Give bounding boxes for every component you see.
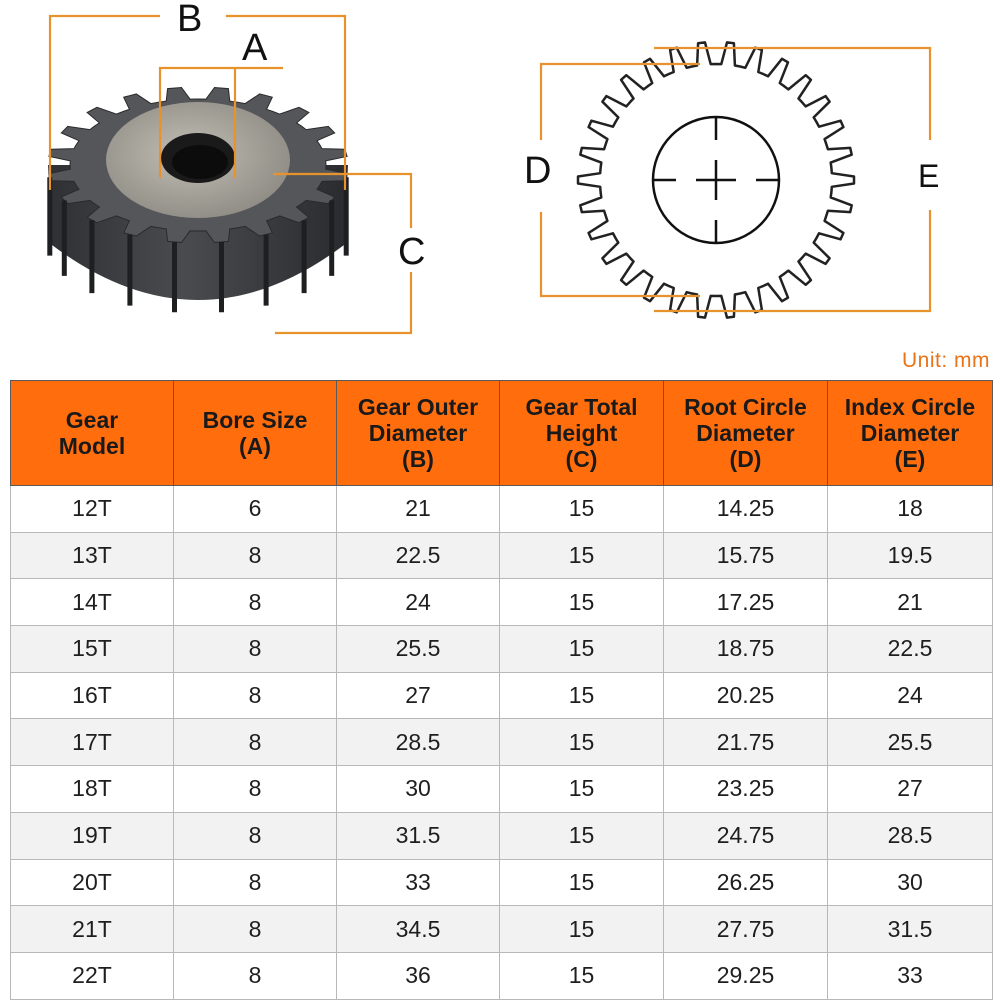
header-line: Gear Total [525, 394, 638, 420]
cell-total-height: 15 [500, 859, 664, 906]
cell-outer-diameter: 31.5 [337, 812, 500, 859]
cell-bore-size: 8 [174, 812, 337, 859]
cell-index-circle-diameter: 28.5 [828, 812, 993, 859]
header-line: Diameter [860, 420, 960, 446]
header-line: (E) [894, 446, 926, 472]
table-row [11, 486, 993, 533]
header-line: Height [545, 420, 618, 446]
dim-line-c-bottom [275, 272, 411, 333]
cell-total-height: 15 [500, 766, 664, 813]
cell-root-circle-diameter: 18.75 [664, 626, 828, 673]
cell-index-circle-diameter: 22.5 [828, 626, 993, 673]
gear-diagram [0, 0, 1000, 378]
cell-gear-model: 12T [11, 486, 174, 533]
cell-root-circle-diameter: 23.25 [664, 766, 828, 813]
cell-bore-size: 8 [174, 626, 337, 673]
unit-note: Unit: mm [902, 349, 990, 372]
cell-bore-size: 8 [174, 906, 337, 953]
cell-index-circle-diameter: 33 [828, 952, 993, 999]
header-line: Gear [65, 407, 119, 433]
cell-gear-model: 22T [11, 952, 174, 999]
cell-index-circle-diameter: 21 [828, 579, 993, 626]
cell-gear-model: 15T [11, 626, 174, 673]
cell-total-height: 15 [500, 812, 664, 859]
cell-gear-model: 20T [11, 859, 174, 906]
cell-outer-diameter: 34.5 [337, 906, 500, 953]
cell-root-circle-diameter: 20.25 [664, 672, 828, 719]
cell-bore-size: 8 [174, 766, 337, 813]
cell-gear-model: 21T [11, 906, 174, 953]
table-header-row [11, 381, 993, 486]
cell-total-height: 15 [500, 532, 664, 579]
header-line: Diameter [696, 420, 795, 446]
cell-total-height: 15 [500, 952, 664, 999]
cell-root-circle-diameter: 21.75 [664, 719, 828, 766]
cell-root-circle-diameter: 27.75 [664, 906, 828, 953]
cell-outer-diameter: 36 [337, 952, 500, 999]
header-line: Model [58, 433, 126, 459]
cell-total-height: 15 [500, 486, 664, 533]
header-line: Diameter [368, 420, 468, 446]
cell-bore-size: 6 [174, 486, 337, 533]
header-line: Bore Size [202, 407, 308, 433]
table-row [11, 719, 993, 766]
cell-gear-model: 16T [11, 672, 174, 719]
cell-outer-diameter: 27 [337, 672, 500, 719]
cell-bore-size: 8 [174, 859, 337, 906]
cell-gear-model: 14T [11, 579, 174, 626]
table-body [11, 486, 993, 1000]
cell-index-circle-diameter: 25.5 [828, 719, 993, 766]
cell-index-circle-diameter: 31.5 [828, 906, 993, 953]
header-root-circle-diameter [664, 381, 828, 486]
cell-bore-size: 8 [174, 579, 337, 626]
cell-bore-size: 8 [174, 672, 337, 719]
table-row [11, 532, 993, 579]
cell-root-circle-diameter: 17.25 [664, 579, 828, 626]
table-row [11, 626, 993, 673]
gear-3d-render [48, 88, 348, 313]
header-line: Gear Outer [357, 394, 479, 420]
header-outer-diameter [337, 381, 500, 486]
header-line: Index Circle [844, 394, 976, 420]
cell-total-height: 15 [500, 672, 664, 719]
header-index-circle-diameter [828, 381, 993, 486]
cell-gear-model: 17T [11, 719, 174, 766]
label-a: A [242, 27, 268, 69]
cell-outer-diameter: 33 [337, 859, 500, 906]
cell-index-circle-diameter: 24 [828, 672, 993, 719]
cell-root-circle-diameter: 15.75 [664, 532, 828, 579]
cell-outer-diameter: 28.5 [337, 719, 500, 766]
cell-root-circle-diameter: 14.25 [664, 486, 828, 533]
table-row [11, 672, 993, 719]
table-row [11, 579, 993, 626]
header-line: (C) [565, 446, 598, 472]
gear-spec-table [10, 380, 993, 1000]
header-line: Root Circle [684, 394, 807, 420]
header-line: (A) [239, 433, 271, 459]
dim-line-d-bottom [541, 212, 700, 296]
cell-gear-model: 18T [11, 766, 174, 813]
table-row [11, 812, 993, 859]
cell-index-circle-diameter: 19.5 [828, 532, 993, 579]
label-e: E [918, 158, 940, 194]
label-d: D [524, 150, 552, 192]
table-row [11, 766, 993, 813]
cell-outer-diameter: 24 [337, 579, 500, 626]
cell-total-height: 15 [500, 626, 664, 673]
table-row [11, 906, 993, 953]
label-c: C [398, 231, 426, 273]
table-row [11, 859, 993, 906]
cell-total-height: 15 [500, 579, 664, 626]
gear-diagram-area [0, 0, 1000, 378]
gear-bore-inner [172, 145, 228, 179]
header-gear-model [11, 381, 174, 486]
header-line: (D) [729, 446, 762, 472]
dim-line-e-top [654, 48, 930, 140]
cell-gear-model: 13T [11, 532, 174, 579]
table-row [11, 952, 993, 999]
header-bore-size [174, 381, 337, 486]
cell-index-circle-diameter: 27 [828, 766, 993, 813]
cell-outer-diameter: 25.5 [337, 626, 500, 673]
cell-outer-diameter: 22.5 [337, 532, 500, 579]
cell-outer-diameter: 21 [337, 486, 500, 533]
header-total-height [500, 381, 664, 486]
cell-gear-model: 19T [11, 812, 174, 859]
cell-root-circle-diameter: 24.75 [664, 812, 828, 859]
cell-bore-size: 8 [174, 952, 337, 999]
cell-index-circle-diameter: 18 [828, 486, 993, 533]
cell-root-circle-diameter: 29.25 [664, 952, 828, 999]
label-b: B [177, 0, 203, 40]
cell-index-circle-diameter: 30 [828, 859, 993, 906]
cell-outer-diameter: 30 [337, 766, 500, 813]
cell-root-circle-diameter: 26.25 [664, 859, 828, 906]
cell-total-height: 15 [500, 719, 664, 766]
cell-total-height: 15 [500, 906, 664, 953]
header-line: (B) [402, 446, 434, 472]
cell-bore-size: 8 [174, 719, 337, 766]
cell-bore-size: 8 [174, 532, 337, 579]
gear-outline-drawing [578, 42, 854, 317]
